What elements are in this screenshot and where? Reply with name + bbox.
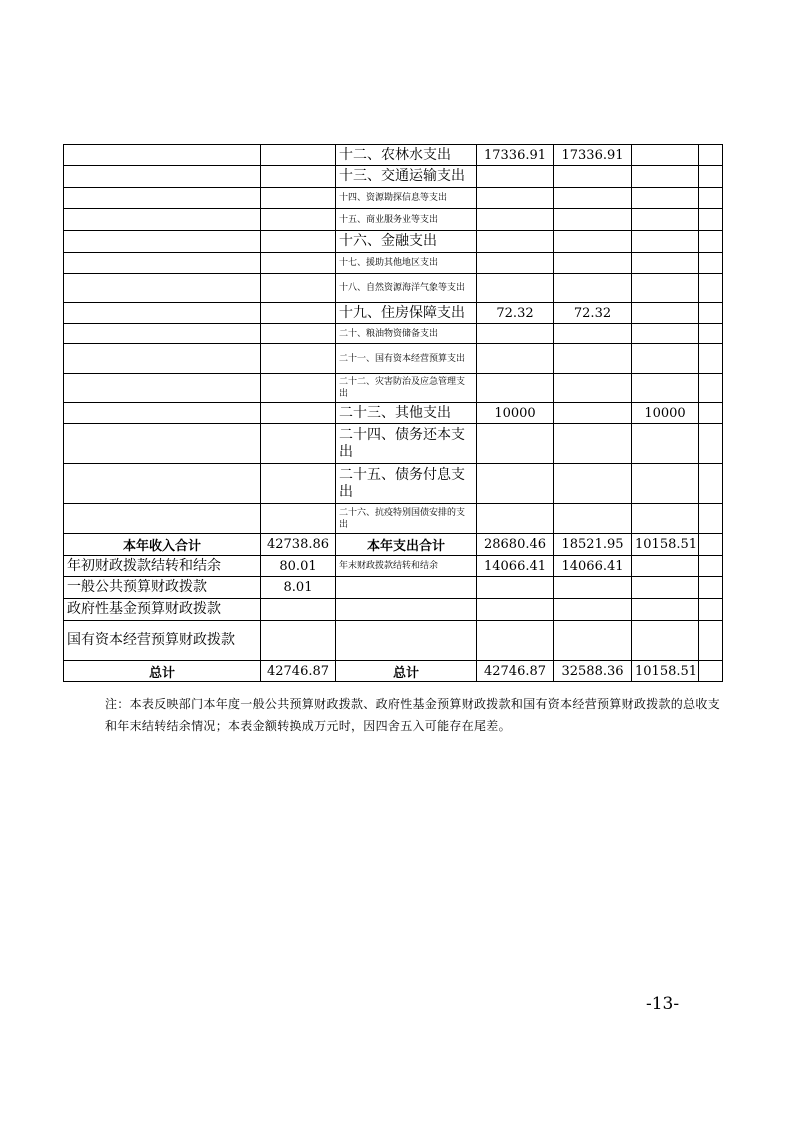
state-capital-label: 国有资本经营预算财政拨款 (64, 621, 261, 661)
expense-item: 二十三、其他支出 (336, 403, 477, 424)
grand-total-label: 总计 (64, 661, 261, 682)
table-row (64, 209, 723, 231)
expense-total-gov: 10158.51 (632, 534, 699, 556)
grand-total-general: 32588.36 (554, 661, 632, 682)
expense-item: 二十六、抗疫特别国债安排的支出 (336, 504, 477, 534)
grand-total-expense: 42746.87 (477, 661, 554, 682)
expense-item: 十九、住房保障支出 (336, 303, 477, 324)
gov-fund-label: 政府性基金预算财政拨款 (64, 599, 261, 621)
expense-total-label: 本年支出合计 (336, 534, 477, 556)
table-row (64, 344, 723, 374)
expense-item: 十三、交通运输支出 (336, 166, 477, 188)
budget-table (63, 144, 723, 682)
expense-item: 十四、资源勘探信息等支出 (336, 188, 477, 209)
expense-item: 十八、自然资源海洋气象等支出 (336, 274, 477, 303)
table-row (64, 324, 723, 344)
income-total-label: 本年收入合计 (64, 534, 261, 556)
grand-total-gov: 10158.51 (632, 661, 699, 682)
expense-item: 二十二、灾害防治及应急管理支出 (336, 374, 477, 403)
table-row: 二十三、其他支出 10000 10000 (64, 403, 723, 424)
expense-item: 十七、援助其他地区支出 (336, 253, 477, 274)
table-row (64, 504, 723, 534)
expense-total-cell: 17336.91 (477, 145, 554, 166)
table-row (64, 464, 723, 504)
table-row (64, 145, 723, 166)
table-row (64, 274, 723, 303)
expense-total-value: 28680.46 (477, 534, 554, 556)
carry-out-general: 14066.41 (554, 556, 632, 577)
carry-in-label: 年初财政拨款结转和结余 (64, 556, 261, 577)
expense-item: 十六、金融支出 (336, 231, 477, 253)
table-row (64, 166, 723, 188)
table-note: 注：本表反映部门本年度一般公共预算财政拨款、政府性基金预算财政拨款和国有资本经营预算财政拨款的总收支和年末结转结余情况；本表金额转换成万元时，因四舍五入可能存在尾差。 (105, 697, 721, 733)
table-row (64, 188, 723, 209)
carry-out-label: 年末财政拨款结转和结余 (336, 556, 477, 577)
expense-gov-cell (632, 145, 699, 166)
table-row: 十九、住房保障支出 72.32 72.32 (64, 303, 723, 324)
table-row (64, 231, 723, 253)
state-capital-row (64, 621, 723, 661)
table-row (64, 424, 723, 464)
expense-item: 二十一、国有资本经营预算支出 (336, 344, 477, 374)
gov-fund-row (64, 599, 723, 621)
carry-row (64, 556, 723, 577)
expense-total-general: 18521.95 (554, 534, 632, 556)
general-budget-label: 一般公共预算财政拨款 (64, 577, 261, 599)
expense-item: 十五、商业服务业等支出 (336, 209, 477, 231)
table-row (64, 374, 723, 403)
grand-total-income: 42746.87 (261, 661, 336, 682)
expense-general-cell: 17336.91 (554, 145, 632, 166)
grand-total-label-expense: 总计 (336, 661, 477, 682)
general-budget-row (64, 577, 723, 599)
page-number: -13- (646, 994, 680, 1014)
expense-item: 二十、粮油物资储备支出 (336, 324, 477, 344)
carry-out-value: 14066.41 (477, 556, 554, 577)
general-budget-value: 8.01 (261, 577, 336, 599)
income-total-row (64, 534, 723, 556)
expense-item: 二十五、债务付息支出 (336, 464, 477, 504)
grand-total-row (64, 661, 723, 682)
carry-in-value: 80.01 (261, 556, 336, 577)
table-row (64, 253, 723, 274)
expense-item: 十二、农林水支出 (336, 145, 477, 166)
income-total-value: 42738.86 (261, 534, 336, 556)
expense-item: 二十四、债务还本支出 (336, 424, 477, 464)
